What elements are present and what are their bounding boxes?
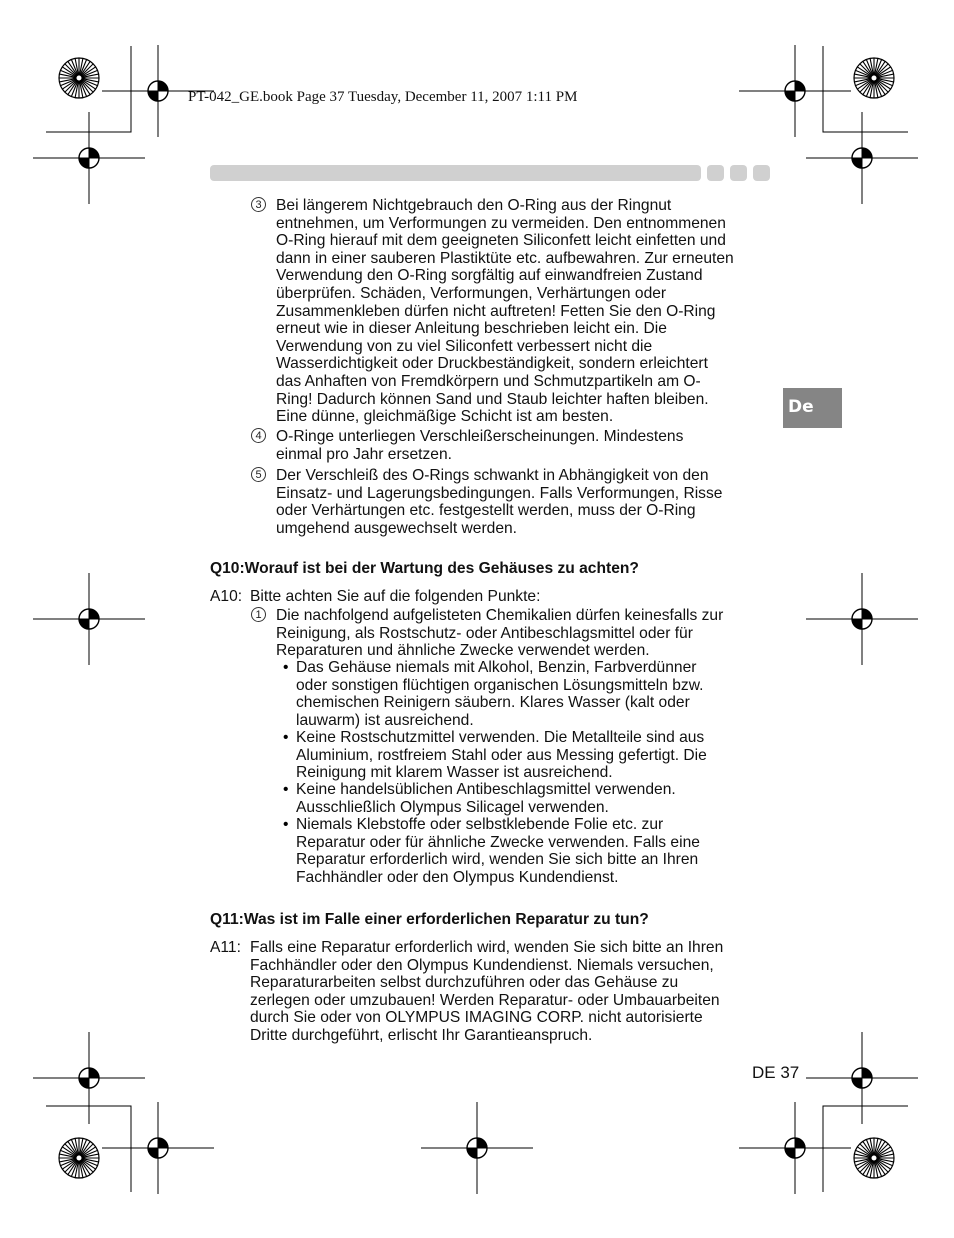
a11-label: A11: [210, 939, 241, 956]
text-line: Zusammenkleben dürfen nicht auftreten! Fetten Sie den O-Ring [276, 302, 716, 320]
text-line: Das Gehäuse niemals mit Alkohol, Benzin, Farbverdünner [296, 659, 697, 676]
item-number-4: 4 [251, 428, 266, 443]
header-bar-square-2 [730, 165, 747, 181]
text-line: Aluminium, rostfreiem Stahl oder aus Messing gefertigt. Die [296, 746, 707, 764]
bullet-item-3 [296, 781, 776, 816]
text-line: O-Ring hierauf mit dem geeigneten Siliconfett leicht einfetten und [276, 232, 726, 250]
item-4-text [276, 428, 776, 463]
q11-question: Was ist im Falle einer erforderlichen Reparatur zu tun? [243, 911, 649, 928]
bullet-dot: • [283, 659, 289, 676]
q10-label: Q10: [210, 560, 245, 577]
text-line: Der Verschleiß des O-Rings schwankt in Abhängigkeit von den [276, 467, 709, 484]
text-line: Eine dünne, gleichmäßige Schicht ist am besten. [276, 408, 614, 426]
bullet-dot: • [283, 781, 289, 798]
text-line: Reparatur oder für ähnliche Zwecke verwenden. Falls eine [296, 833, 700, 851]
page-number: DE 37 [752, 1063, 800, 1082]
text-line: Reinigung mit klarem Wasser ist ausreichend. [296, 764, 613, 782]
text-line: Falls eine Reparatur erforderlich wird, wenden Sie sich bitte an Ihren [250, 939, 724, 956]
text-line: O-Ringe unterliegen Verschleißerscheinungen. Mindestens [276, 428, 684, 445]
language-tab [783, 388, 842, 428]
text-line: dann in einer sauberen Plastiktüte etc. aufbewahren. Zur erneuten [276, 249, 734, 267]
text-line: zerlegen oder umzubauen! Werden Reparatur- oder Umbauarbeiten [250, 991, 720, 1009]
text-line: Fachhändler oder den Olympus Kundendienst. [296, 868, 619, 886]
text-line: Ausschließlich Olympus Silicagel verwenden. [296, 798, 609, 816]
text-line: Wasserdichtigkeit oder Druckbeständigkeit, sondern erleichtert [276, 355, 708, 373]
text-line: durch Sie oder von OLYMPUS IMAGING CORP. nicht autorisierte [250, 1009, 703, 1027]
text-line: einmal pro Jahr ersetzen. [276, 445, 452, 463]
text-line: Reparatur erforderlich wird, wenden Sie sich bitte an Ihren [296, 851, 699, 869]
text-line: entnehmen, um Verformungen zu vermeiden. Den entnommenen [276, 214, 726, 232]
q11-label: Q11: [210, 911, 244, 928]
text-line: Reparaturarbeiten selbst durchzuführen oder das Gehäuse zu [250, 974, 679, 992]
text-line: Ring! Dadurch können Sand und Staub leichter haften bleiben. [276, 390, 709, 408]
bullet-item-4 [296, 816, 776, 886]
text-line: Reparaturen und ähnliche Zwecke verwendet werden. [276, 642, 650, 660]
text-line: Verwendung von zu viel Siliconfett verbessert nicht die [276, 337, 653, 355]
text-line: Niemals Klebstoffe oder selbstklebende Folie etc. zur [296, 816, 664, 833]
header-bar-square-1 [707, 165, 724, 181]
text-line: erneut wie in dieser Anleitung beschrieben leicht ein. Die [276, 320, 667, 338]
item-3-text [276, 197, 776, 426]
bullet-item-2 [296, 729, 776, 782]
book-info-line: PT-042_GE.book Page 37 Tuesday, December 11, 2007 1:11 PM [188, 89, 578, 105]
q10-heading [210, 560, 639, 578]
language-tab-label: De [788, 397, 814, 417]
item-number-1: 1 [251, 607, 266, 622]
text-line: Reinigung, als Rostschutz- oder Antibeschlagsmittel oder für [276, 624, 693, 642]
text-line: oder sonstigen flüchtigen organischen Lösungsmitteln bzw. [296, 676, 704, 694]
item-number-5: 5 [251, 467, 266, 482]
item-number-3: 3 [251, 197, 266, 212]
text-line: umgehend ausgewechselt werden. [276, 519, 517, 537]
text-line: Verwendung den O-Ring sorgfältig auf einwandfreien Zustand [276, 267, 703, 285]
text-line: Keine handelsüblichen Antibeschlagsmittel verwenden. [296, 781, 676, 798]
a11-text [250, 939, 780, 1045]
text-line: lauwarm) ist ausreichend. [296, 711, 474, 729]
bullet-item-1 [296, 659, 776, 729]
text-line: Dritte durchgeführt, erlischt Ihr Garantieanspruch. [250, 1026, 593, 1044]
text-line: Einsatz- und Lagerungsbedingungen. Falls Verformungen, Risse [276, 484, 723, 502]
bullet-dot: • [283, 729, 289, 746]
text-line: Keine Rostschutzmittel verwenden. Die Metallteile sind aus [296, 729, 705, 746]
text-line: chemischen Reinigern säubern. Klares Wasser (kalt oder [296, 694, 690, 712]
a10-item-1-text [276, 607, 776, 660]
text-line: Fachhändler oder den Olympus Kundendienst. Niemals versuchen, [250, 956, 714, 974]
item-5-text [276, 467, 776, 537]
q11-heading [210, 911, 649, 929]
a10-label: A10: [210, 588, 243, 605]
text-line: Bei längerem Nichtgebrauch den O-Ring aus der Ringnut [276, 197, 672, 214]
bullet-dot: • [283, 816, 289, 833]
text-line: Die nachfolgend aufgelisteten Chemikalien dürfen keinesfalls zur [276, 607, 724, 624]
a10-intro: Bitte achten Sie auf die folgenden Punkte: [250, 588, 541, 605]
text-line: das Anhaften von Fremdkörpern und Schmutzpartikeln am O- [276, 372, 701, 390]
header-bar-square-3 [753, 165, 770, 181]
text-line: oder Verhärtungen etc. festgestellt werden, muss der O-Ring [276, 502, 696, 520]
header-bar [210, 165, 701, 181]
text-line: überprüfen. Schäden, Verformungen, Verhärtungen oder [276, 284, 667, 302]
q10-question: Worauf ist bei der Wartung des Gehäuses zu achten? [244, 560, 639, 577]
